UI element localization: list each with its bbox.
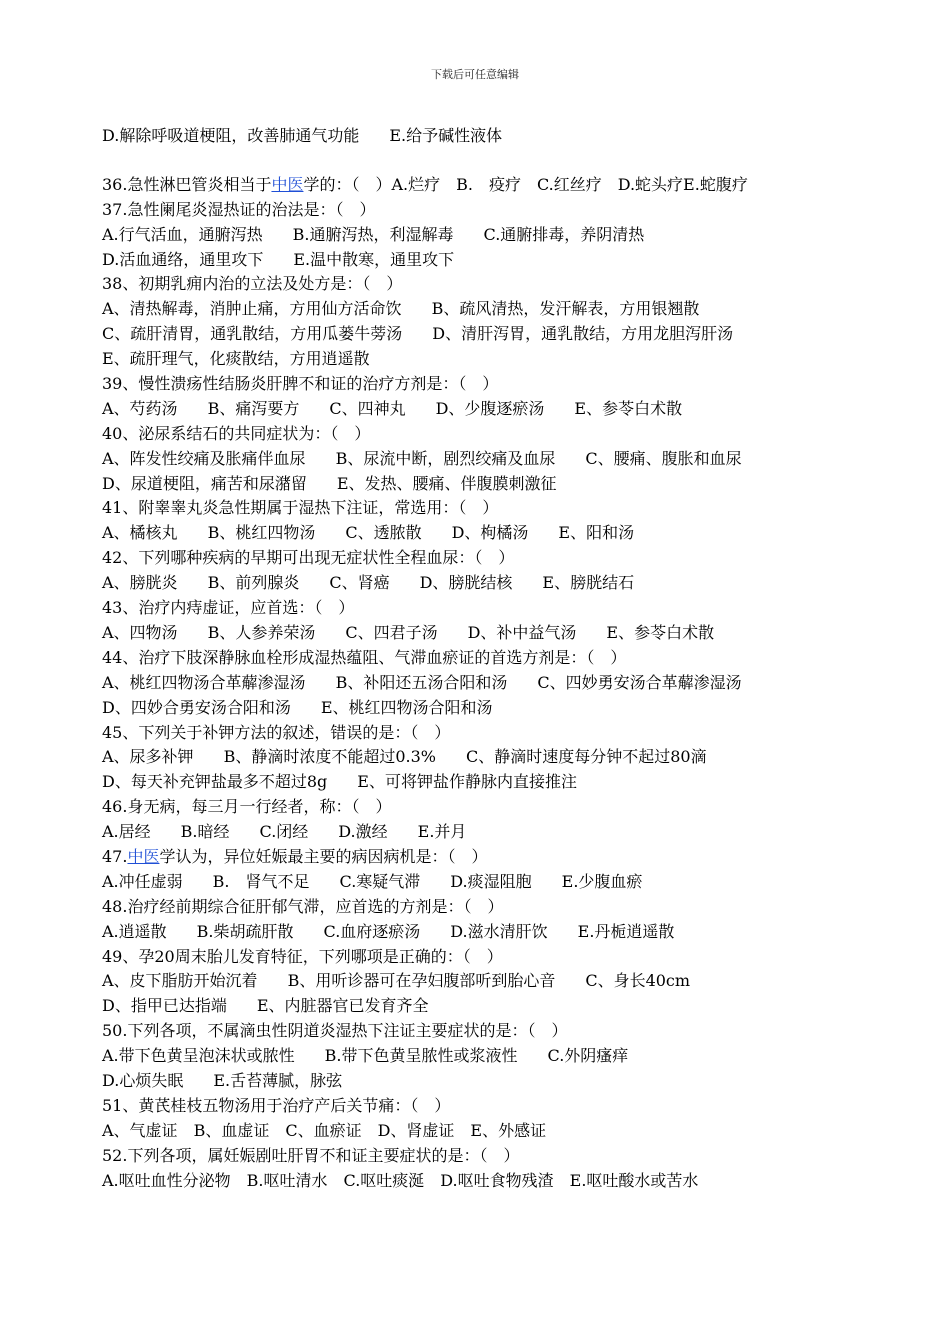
question-text: 44、治疗下肢深静脉血栓形成湿热蕴阻、气滞血瘀证的首选方剂是：（ ） (102, 647, 627, 667)
option-text: B.暗经 (180, 822, 230, 842)
option-text: A.带下色黄呈泡沫状或脓性 (102, 1046, 295, 1066)
option-text: E.温中散寒，通里攻下 (293, 249, 455, 269)
question-text: 38、初期乳痈内治的立法及处方是：（ ） (102, 274, 403, 294)
text-line-q44 (102, 646, 862, 671)
question-text: 49、孕20周末胎儿发育特征，下列哪项是正确的：（ ） (102, 946, 503, 966)
text-line-q46a (102, 820, 862, 845)
text-line-q41a (102, 521, 862, 546)
text-line-q42a (102, 571, 862, 596)
option-text: D.活血通络，通里攻下 (102, 249, 264, 269)
question-text: 39、慢性溃疡性结肠炎肝脾不和证的治疗方剂是：（ ） (102, 374, 499, 394)
line-text: 47. (102, 846, 128, 866)
text-line-q50 (102, 1019, 862, 1044)
question-text: 45、下列关于补钾方法的叙述，错误的是：（ ） (102, 722, 451, 742)
option-text: B、前列腺炎 (207, 573, 300, 593)
option-text: D、补中益气汤 (467, 622, 577, 642)
option-text: C、腰痛、腹胀和血尿 (585, 448, 742, 468)
text-line-q50b (102, 1069, 862, 1094)
option-text: D.呕吐食物残渣 (440, 1170, 554, 1190)
text-line-q48a (102, 920, 862, 945)
text-line-q45a (102, 745, 862, 770)
option-text: D、指甲已达指端 (102, 996, 227, 1016)
option-text: A.行气活血，通腑泻热 (102, 224, 263, 244)
option-text: A、阵发性绞痛及胀痛伴血尿 (102, 448, 306, 468)
option-text: B.通腑泻热，利湿解毒 (292, 224, 454, 244)
option-text: A.居经 (102, 822, 151, 842)
text-line-q43a (102, 621, 862, 646)
option-text: E、内脏器官已发育齐全 (256, 996, 429, 1016)
text-line-q38 (102, 272, 862, 297)
option-text: E.呕吐酸水或苦水 (569, 1170, 699, 1190)
option-text: B、尿流中断，剧烈绞痛及血尿 (335, 448, 556, 468)
text-line-q52 (102, 1144, 862, 1169)
option-text: B.呕吐清水 (246, 1170, 328, 1190)
option-text: A、清热解毒，消肿止痛，方用仙方活命饮 (102, 299, 402, 319)
option-text: E.丹栀逍遥散 (577, 921, 675, 941)
option-text: D.心烦失眠 (102, 1070, 184, 1090)
link-zhongyi[interactable]: 中医 (127, 846, 160, 866)
option-text: A.冲任虚弱 (102, 871, 183, 891)
option-text: D、少腹逐瘀汤 (435, 398, 545, 418)
option-text: D、枸橘汤 (451, 523, 529, 543)
question-text: 50.下列各项，不属滴虫性阴道炎湿热下注证主要症状的是：（ ） (102, 1021, 568, 1041)
option-text: C.呕吐痰涎 (343, 1170, 425, 1190)
text-line-q51a (102, 1119, 862, 1144)
option-text: B、用听诊器可在孕妇腹部听到胎心音 (287, 971, 556, 991)
option-text: B、疏风清热，发汗解表，方用银翘散 (431, 299, 700, 319)
option-text: E、桃红四物汤合阳和汤 (320, 697, 493, 717)
option-text: A、膀胱炎 (102, 573, 178, 593)
text-line-q37 (102, 198, 862, 223)
option-text: D、尿道梗阻，痛苦和尿潴留 (102, 473, 307, 493)
option-text: D、清肝泻胃，通乳散结，方用龙胆泻肝汤 (432, 324, 734, 344)
text-line-q38a (102, 297, 862, 322)
option-text: E、参苓白术散 (606, 622, 715, 642)
option-text: C、疏肝清胃，通乳散结，方用瓜蒌牛蒡汤 (102, 324, 403, 344)
text-line-q49 (102, 945, 862, 970)
text-line-q49b (102, 994, 862, 1019)
question-text: 48.治疗经前期综合征肝郁气滞，应首选的方剂是：（ ） (102, 896, 504, 916)
text-line-q42 (102, 546, 862, 571)
text-line-q37a (102, 223, 862, 248)
option-text: B.带下色黄呈脓性或浆液性 (324, 1046, 518, 1066)
text-line-q45b (102, 770, 862, 795)
text-line-q37b (102, 248, 862, 273)
option-text: A、皮下脂肪开始沉着 (102, 971, 258, 991)
question-text: 40、泌尿系结石的共同症状为：（ ） (102, 423, 371, 443)
option-text: E、外感证 (470, 1120, 547, 1140)
link-zhongyi[interactable]: 中医 (271, 174, 304, 194)
option-text: E.给予碱性液体 (389, 126, 503, 145)
option-text: C.外阴瘙痒 (547, 1046, 629, 1066)
text-line-q38c (102, 347, 862, 372)
option-text: A、芍药汤 (102, 398, 178, 418)
question-text: 37.急性阑尾炎湿热证的治法是：（ ） (102, 199, 376, 219)
option-text: D、每天补充钾盐最多不超过8g (102, 772, 328, 792)
option-text: C、身长40cm (585, 971, 691, 991)
text-line-q47 (102, 845, 862, 870)
option-text: E、参苓白术散 (574, 398, 683, 418)
text-line-q40 (102, 422, 862, 447)
text-line-q49a (102, 969, 862, 994)
option-text: E.舌苔薄腻，脉弦 (213, 1070, 343, 1090)
option-text: C.血府逐瘀汤 (323, 921, 421, 941)
option-text: D、四妙合勇安汤合阳和汤 (102, 697, 291, 717)
option-text: C.通腑排毒，养阴清热 (483, 224, 645, 244)
option-text: E、阳和汤 (558, 523, 635, 543)
text-line-q43 (102, 596, 862, 621)
option-text: E.并月 (417, 822, 467, 842)
text-line-q45 (102, 721, 862, 746)
option-text: B.柴胡疏肝散 (196, 921, 294, 941)
option-text: A、橘核丸 (102, 523, 178, 543)
option-text: B、补阳还五汤合阳和汤 (335, 672, 508, 692)
text-line-q46 (102, 795, 862, 820)
text-line-q36 (102, 173, 862, 198)
option-text: C.闭经 (259, 822, 309, 842)
question-text: 42、下列哪种疾病的早期可出现无症状性全程血尿：（ ） (102, 548, 515, 568)
text-line-q41 (102, 496, 862, 521)
option-text: C.寒疑气滞 (339, 871, 421, 891)
option-text: A、气虚证 (102, 1120, 178, 1140)
question-list (102, 124, 862, 1193)
line-text: 学的：（ ）A.烂疗 B. 疫疗 C.红丝疗 D.蛇头疗E.蛇腹疗 (303, 174, 748, 194)
option-text: A、四物汤 (102, 622, 178, 642)
question-text: 51、黄芪桂枝五物汤用于治疗产后关节痛：（ ） (102, 1095, 451, 1115)
option-text: A、桃红四物汤合革薢渗湿汤 (102, 672, 306, 692)
text-line-q48 (102, 895, 862, 920)
option-text: D.解除呼吸道梗阻，改善肺通气功能 (102, 126, 360, 145)
text-line-q39 (102, 372, 862, 397)
text-line-q44b (102, 696, 862, 721)
question-text: 43、治疗内痔虚证，应首选：（ ） (102, 598, 355, 618)
option-text: C、静滴时速度每分钟不起过80滴 (465, 747, 707, 767)
text-line-q44a (102, 671, 862, 696)
option-text: E、发热、腰痛、伴腹膜刺激征 (336, 473, 557, 493)
line-text: 学认为，异位妊娠最主要的病因病机是：（ ） (159, 846, 488, 866)
text-line-q47a (102, 870, 862, 895)
option-text: D、膀胱结核 (419, 573, 513, 593)
page-header: 下载后可任意编辑 (431, 68, 519, 81)
option-text: A.呕吐血性分泌物 (102, 1170, 231, 1190)
option-text: C、四君子汤 (345, 622, 438, 642)
question-text: 52.下列各项，属妊娠剧吐肝胃不和证主要症状的是：（ ） (102, 1145, 520, 1165)
text-line-l1 (102, 124, 862, 149)
option-text: E、膀胱结石 (542, 573, 635, 593)
text-line-q51 (102, 1094, 862, 1119)
option-text: B、桃红四物汤 (207, 523, 316, 543)
question-text: 46.身无病，每三月一行经者，称：（ ） (102, 797, 392, 817)
text-line-q50a (102, 1044, 862, 1069)
question-text: 41、附睾睾丸炎急性期属于湿热下注证，常选用：（ ） (102, 498, 499, 518)
option-text: B. 肾气不足 (212, 871, 310, 891)
option-text: B、痛泻要方 (207, 398, 300, 418)
option-text: A.逍遥散 (102, 921, 167, 941)
option-text: B、血虚证 (193, 1120, 270, 1140)
option-text: A、尿多补钾 (102, 747, 194, 767)
text-line-q40a (102, 447, 862, 472)
text-line-q52a (102, 1169, 862, 1194)
option-text: B、人参养荣汤 (207, 622, 316, 642)
option-text: D.激经 (338, 822, 388, 842)
text-line-q38b (102, 322, 862, 347)
option-text: B、静滴时浓度不能超过0.3% (223, 747, 436, 767)
option-text: C、肾癌 (329, 573, 390, 593)
option-text: D.痰湿阻胞 (450, 871, 532, 891)
text-line-q39a (102, 397, 862, 422)
option-text: D、肾虚证 (377, 1120, 455, 1140)
option-text: C、血瘀证 (285, 1120, 362, 1140)
line-text: 36.急性淋巴管炎相当于 (102, 174, 272, 194)
option-text: C、四神丸 (329, 398, 406, 418)
option-text: D.滋水清肝饮 (450, 921, 548, 941)
question-text: E、疏肝理气，化痰散结，方用逍遥散 (102, 349, 370, 369)
option-text: C、透脓散 (345, 523, 422, 543)
option-text: C、四妙勇安汤合革薢渗湿汤 (537, 672, 742, 692)
option-text: E、可将钾盐作静脉内直接推注 (357, 772, 577, 792)
text-line-q40b (102, 472, 862, 497)
option-text: E.少腹血瘀 (561, 871, 643, 891)
